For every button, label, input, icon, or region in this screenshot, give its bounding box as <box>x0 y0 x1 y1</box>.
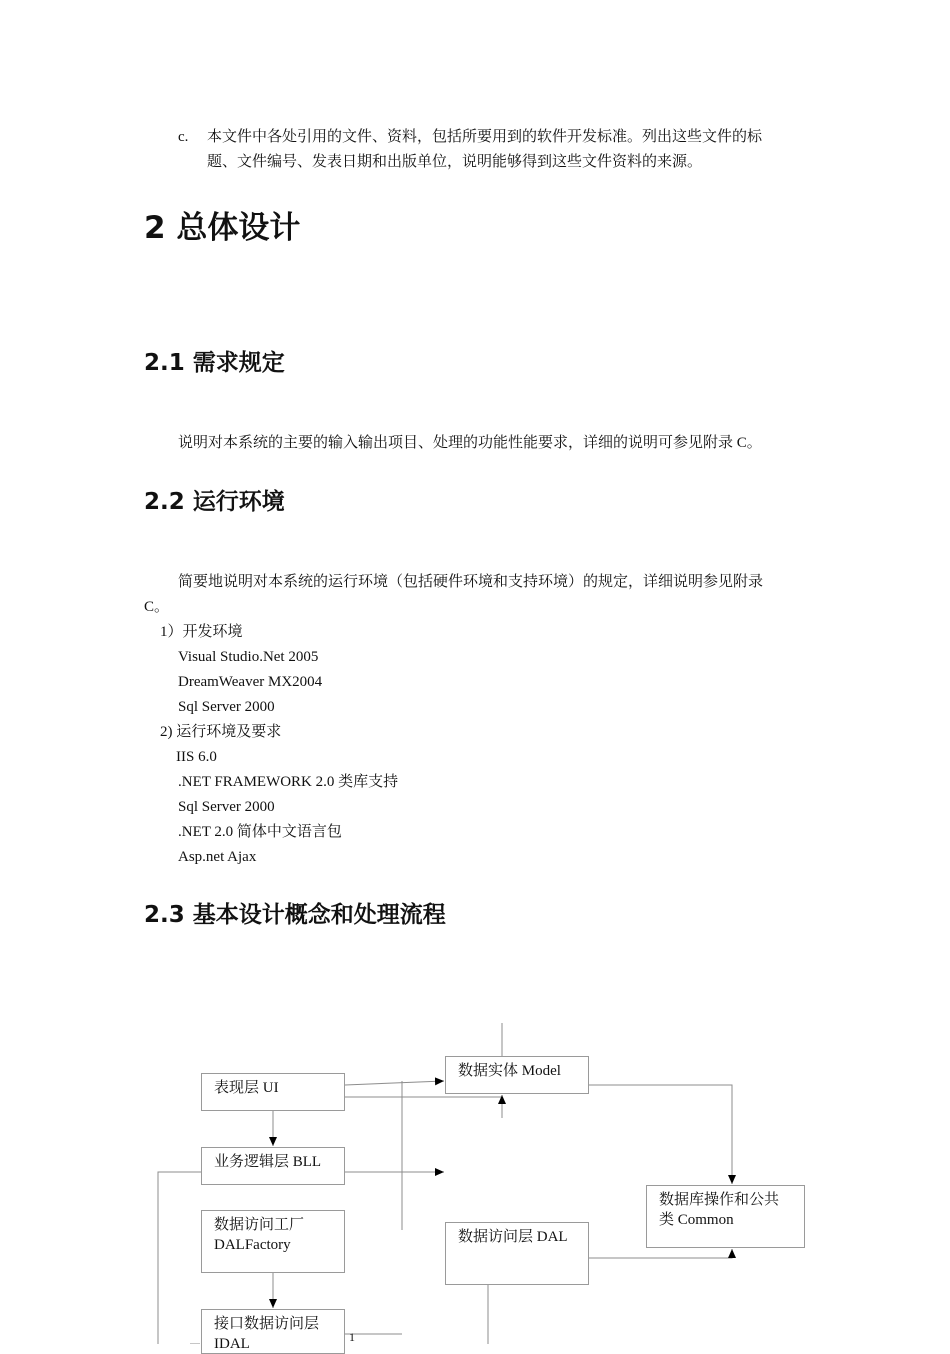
run-env-heading: 2) 运行环境及要求 <box>160 724 282 740</box>
run-env-item: Sql Server 2000 <box>178 799 275 815</box>
run-env-item: Asp.net Ajax <box>178 849 257 865</box>
dal-factory-label-line-2: DALFactory <box>214 1237 291 1253</box>
list-item-line-2: 题、文件编号、发表日期和出版单位，说明能够得到这些文件资料的来源。 <box>207 154 703 170</box>
common-box <box>646 1185 805 1248</box>
run-env-item: IIS 6.0 <box>176 749 217 765</box>
connector-model-common <box>589 1085 732 1184</box>
section-2-2-body-line-1: 简要地说明对本系统的运行环境（包括硬件环境和支持环境）的规定，详细说明参见附录 <box>178 574 764 590</box>
model-label: 数据实体 Model <box>458 1063 561 1079</box>
section-2-3-heading: 2.3 基本设计概念和处理流程 <box>144 902 446 928</box>
idal-box <box>201 1309 345 1354</box>
dal-label: 数据访问层 DAL <box>458 1229 568 1245</box>
section-2-1-heading: 2.1 需求规定 <box>144 350 285 376</box>
idal-label-line-2: IDAL <box>214 1336 250 1352</box>
bll-label: 业务逻辑层 BLL <box>214 1154 322 1170</box>
connector-dal-common <box>589 1249 732 1258</box>
dal-factory-label-line-1: 数据访问工厂 <box>214 1217 305 1233</box>
idal-label-line-1: 接口数据访问层 <box>214 1316 320 1332</box>
run-env-item: .NET FRAMEWORK 2.0 类库支持 <box>178 774 399 790</box>
section-2-2-body-line-2: C。 <box>144 599 170 615</box>
dev-env-item: Visual Studio.Net 2005 <box>178 649 319 665</box>
dev-env-heading: 1）开发环境 <box>160 624 243 640</box>
dal-factory-box <box>201 1210 345 1273</box>
common-label-line-1: 数据库操作和公共 <box>659 1192 780 1208</box>
dal-box <box>445 1222 589 1285</box>
common-label-line-2: 类 Common <box>659 1212 734 1228</box>
section-2-1-body: 说明对本系统的主要的输入输出项目、处理的功能性能要求，详细的说明可参见附录 C。 <box>178 435 762 451</box>
section-2-heading: 2 总体设计 <box>144 210 301 246</box>
ui-layer-label: 表现层 UI <box>214 1080 279 1096</box>
ui-layer-box <box>201 1073 345 1111</box>
dev-env-item: Sql Server 2000 <box>178 699 275 715</box>
list-marker: c. <box>178 129 189 145</box>
run-env-item: .NET 2.0 简体中文语言包 <box>178 824 342 840</box>
section-2-2-heading: 2.2 运行环境 <box>144 489 285 515</box>
connector-line <box>158 1172 201 1344</box>
list-item-line-1: 本文件中各处引用的文件、资料，包括所要用到的软件开发标准。列出这些文件的标 <box>207 129 763 145</box>
model-box <box>445 1056 589 1094</box>
connector-ui-model <box>345 1081 444 1085</box>
bll-box <box>201 1147 345 1185</box>
dev-env-item: DreamWeaver MX2004 <box>178 674 323 690</box>
stray-mark: 1 <box>349 1330 355 1344</box>
